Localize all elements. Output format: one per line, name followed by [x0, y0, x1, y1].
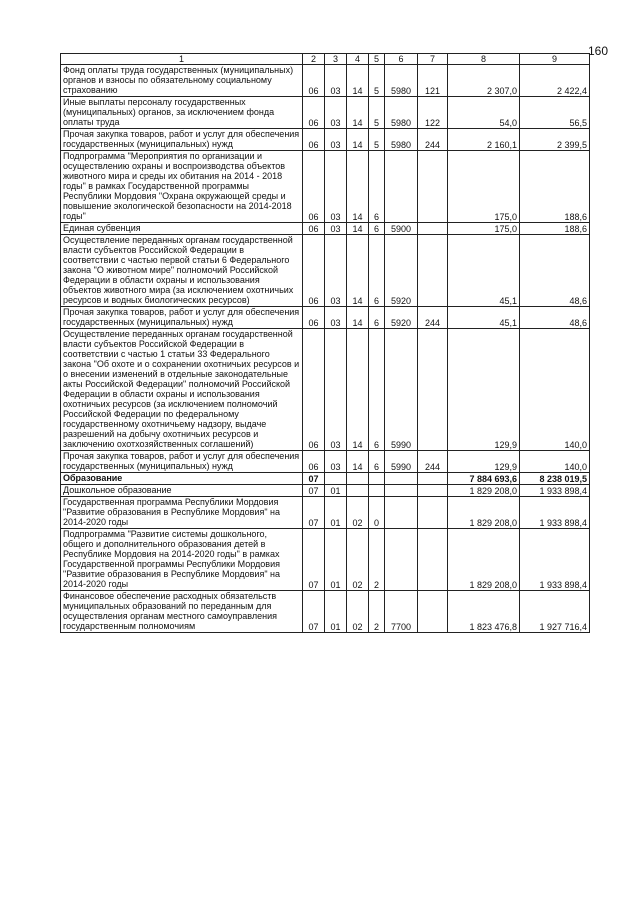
subsection-code-cell: 03 [325, 129, 347, 151]
program-code-cell: 14 [347, 129, 369, 151]
column-header: 6 [385, 54, 418, 65]
amount-year-2-cell: 2 422,4 [520, 65, 590, 97]
subprogram-code-cell: 2 [369, 591, 385, 633]
subprogram-code-cell: 6 [369, 235, 385, 307]
section-code-cell: 07 [303, 529, 325, 591]
expense-type-cell: 122 [418, 97, 448, 129]
section-code-cell: 06 [303, 129, 325, 151]
program-code-cell [347, 485, 369, 497]
expense-type-cell [418, 223, 448, 235]
subprogram-code-cell: 6 [369, 329, 385, 451]
subsection-code-cell: 01 [325, 485, 347, 497]
amount-year-2-cell: 140,0 [520, 451, 590, 473]
subprogram-code-cell: 0 [369, 497, 385, 529]
article-code-cell: 7700 [385, 591, 418, 633]
subsection-code-cell: 03 [325, 235, 347, 307]
subsection-code-cell: 01 [325, 497, 347, 529]
column-header: 5 [369, 54, 385, 65]
article-code-cell: 5900 [385, 223, 418, 235]
amount-year-1-cell: 1 829 208,0 [448, 529, 520, 591]
section-code-cell: 07 [303, 485, 325, 497]
subsection-code-cell: 01 [325, 591, 347, 633]
amount-year-1-cell: 129,9 [448, 451, 520, 473]
column-header: 8 [448, 54, 520, 65]
program-code-cell: 14 [347, 97, 369, 129]
amount-year-1-cell: 175,0 [448, 223, 520, 235]
article-code-cell: 5980 [385, 65, 418, 97]
article-code-cell: 5990 [385, 329, 418, 451]
row-name-cell: Подпрограмма "Мероприятия по организации и осуществлению охраны и воспроизводства объектов животного мира и среды их обитания на 2014 - 2018 годы" в рамках Государственной программы Республики Мордовия "Охрана окружающей среды и повышение экологической безопасности на 2014-2018 годы" [61, 151, 303, 223]
section-code-cell: 06 [303, 97, 325, 129]
program-code-cell: 14 [347, 151, 369, 223]
row-name-cell: Прочая закупка товаров, работ и услуг для обеспечения государственных (муниципальных) нужд [61, 129, 303, 151]
expense-type-cell [418, 497, 448, 529]
section-code-cell: 06 [303, 307, 325, 329]
row-name-cell: Фонд оплаты труда государственных (муниципальных) органов и взносы по обязательному социальному страхованию [61, 65, 303, 97]
section-code-cell: 07 [303, 497, 325, 529]
amount-year-1-cell: 54,0 [448, 97, 520, 129]
table-row [61, 151, 590, 223]
subprogram-code-cell: 5 [369, 129, 385, 151]
subsection-code-cell: 03 [325, 307, 347, 329]
expense-type-cell [418, 529, 448, 591]
table-row [61, 485, 590, 497]
expense-type-cell [418, 235, 448, 307]
table-header-row [61, 54, 590, 65]
expense-type-cell: 244 [418, 307, 448, 329]
program-code-cell: 14 [347, 307, 369, 329]
subprogram-code-cell: 5 [369, 97, 385, 129]
row-name-cell: Финансовое обеспечение расходных обязательств муниципальных образований по переданным для осуществления органам местного самоуправления государственным полномочиям [61, 591, 303, 633]
subprogram-code-cell [369, 485, 385, 497]
article-code-cell: 5980 [385, 97, 418, 129]
amount-year-1-cell: 1 829 208,0 [448, 497, 520, 529]
amount-year-2-cell: 1 933 898,4 [520, 529, 590, 591]
amount-year-1-cell: 175,0 [448, 151, 520, 223]
table-row [61, 591, 590, 633]
article-code-cell: 5990 [385, 451, 418, 473]
article-code-cell [385, 529, 418, 591]
program-code-cell: 14 [347, 451, 369, 473]
subsection-code-cell: 03 [325, 151, 347, 223]
table-row [61, 235, 590, 307]
section-code-cell: 07 [303, 591, 325, 633]
section-code-cell: 06 [303, 65, 325, 97]
amount-year-1-cell: 1 823 476,8 [448, 591, 520, 633]
section-code-cell: 06 [303, 223, 325, 235]
column-header: 4 [347, 54, 369, 65]
table-row [61, 65, 590, 97]
expense-type-cell [418, 329, 448, 451]
row-name-cell: Единая субвенция [61, 223, 303, 235]
amount-year-2-cell: 188,6 [520, 151, 590, 223]
table-row [61, 451, 590, 473]
table-row [61, 497, 590, 529]
subsection-code-cell: 01 [325, 529, 347, 591]
subsection-code-cell: 03 [325, 223, 347, 235]
amount-year-2-cell: 140,0 [520, 329, 590, 451]
table-row [61, 307, 590, 329]
amount-year-2-cell: 48,6 [520, 235, 590, 307]
amount-year-2-cell: 56,5 [520, 97, 590, 129]
expense-type-cell: 244 [418, 129, 448, 151]
expense-type-cell [418, 151, 448, 223]
expense-type-cell: 244 [418, 451, 448, 473]
section-code-cell: 06 [303, 235, 325, 307]
program-code-cell: 14 [347, 235, 369, 307]
section-code-cell: 07 [303, 473, 325, 485]
subprogram-code-cell [369, 473, 385, 485]
amount-year-1-cell: 45,1 [448, 235, 520, 307]
row-name-cell: Государственная программа Республики Мордовия "Развитие образования в Республике Мордовия" на 2014-2020 годы [61, 497, 303, 529]
expense-type-cell [418, 591, 448, 633]
row-name-cell: Образование [61, 473, 303, 485]
row-name-cell: Прочая закупка товаров, работ и услуг для обеспечения государственных (муниципальных) нужд [61, 451, 303, 473]
program-code-cell [347, 473, 369, 485]
article-code-cell [385, 485, 418, 497]
subsection-code-cell: 03 [325, 65, 347, 97]
row-name-cell: Иные выплаты персоналу государственных (муниципальных) органов, за исключением фонда оплаты труда [61, 97, 303, 129]
table-row [61, 129, 590, 151]
subsection-code-cell: 03 [325, 97, 347, 129]
amount-year-2-cell: 1 927 716,4 [520, 591, 590, 633]
article-code-cell: 5980 [385, 129, 418, 151]
section-code-cell: 06 [303, 451, 325, 473]
row-name-cell: Дошкольное образование [61, 485, 303, 497]
article-code-cell: 5920 [385, 307, 418, 329]
amount-year-2-cell: 8 238 019,5 [520, 473, 590, 485]
amount-year-2-cell: 1 933 898,4 [520, 485, 590, 497]
program-code-cell: 14 [347, 329, 369, 451]
column-header: 9 [520, 54, 590, 65]
section-code-cell: 06 [303, 151, 325, 223]
program-code-cell: 02 [347, 497, 369, 529]
amount-year-1-cell: 2 307,0 [448, 65, 520, 97]
expense-type-cell [418, 485, 448, 497]
subsection-code-cell: 03 [325, 451, 347, 473]
program-code-cell: 02 [347, 591, 369, 633]
column-header: 3 [325, 54, 347, 65]
page-number: 160 [588, 44, 609, 58]
table-row [61, 529, 590, 591]
amount-year-2-cell: 48,6 [520, 307, 590, 329]
amount-year-2-cell: 2 399,5 [520, 129, 590, 151]
amount-year-1-cell: 45,1 [448, 307, 520, 329]
amount-year-1-cell: 1 829 208,0 [448, 485, 520, 497]
amount-year-2-cell: 1 933 898,4 [520, 497, 590, 529]
row-name-cell: Осуществление переданных органам государственной власти субъектов Российской Федерации в соответствии с частью 1 статьи 33 Федерального закона "Об охоте и о сохранении охотничьих ресурсов и о внесении изменений в отдельные законодательные акты Российской Федерации" полномочий Российской Федерации в области охраны и использования охотничьих ресурсов (за исключением полномочий Российской Федерации по федеральному государственному охотничьему надзору, выдаче разрешений на добычу охотничьих ресурсов и заключению охотхозяйственных соглашений) [61, 329, 303, 451]
expense-type-cell [418, 473, 448, 485]
row-name-cell: Осуществление переданных органам государственной власти субъектов Российской Федерации в соответствии с частью первой статьи 6 Федерального закона "О животном мире" полномочий Российской Федерации в области охраны и использования объектов животного мира (за исключением охотничьих ресурсов и водных биологических ресурсов) [61, 235, 303, 307]
expense-type-cell: 121 [418, 65, 448, 97]
program-code-cell: 14 [347, 223, 369, 235]
column-header: 7 [418, 54, 448, 65]
subprogram-code-cell: 5 [369, 65, 385, 97]
subsection-code-cell [325, 473, 347, 485]
column-header: 1 [61, 54, 303, 65]
row-name-cell: Прочая закупка товаров, работ и услуг для обеспечения государственных (муниципальных) нужд [61, 307, 303, 329]
article-code-cell [385, 497, 418, 529]
table-row [61, 473, 590, 485]
row-name-cell: Подпрограмма "Развитие системы дошкольного, общего и дополнительного образования детей в Республике Мордовия на 2014-2020 годы" в рамках Государственной программы Республики Мордовия "Развитие образования в Республике Мордовия" на 2014-2020 годы [61, 529, 303, 591]
subprogram-code-cell: 6 [369, 451, 385, 473]
table-row [61, 223, 590, 235]
program-code-cell: 02 [347, 529, 369, 591]
subsection-code-cell: 03 [325, 329, 347, 451]
subprogram-code-cell: 6 [369, 307, 385, 329]
program-code-cell: 14 [347, 65, 369, 97]
article-code-cell [385, 151, 418, 223]
table-row [61, 97, 590, 129]
section-code-cell: 06 [303, 329, 325, 451]
amount-year-1-cell: 7 884 693,6 [448, 473, 520, 485]
subprogram-code-cell: 2 [369, 529, 385, 591]
subprogram-code-cell: 6 [369, 151, 385, 223]
article-code-cell: 5920 [385, 235, 418, 307]
budget-table [60, 53, 590, 633]
amount-year-1-cell: 129,9 [448, 329, 520, 451]
amount-year-1-cell: 2 160,1 [448, 129, 520, 151]
amount-year-2-cell: 188,6 [520, 223, 590, 235]
article-code-cell [385, 473, 418, 485]
subprogram-code-cell: 6 [369, 223, 385, 235]
table-row [61, 329, 590, 451]
column-header: 2 [303, 54, 325, 65]
